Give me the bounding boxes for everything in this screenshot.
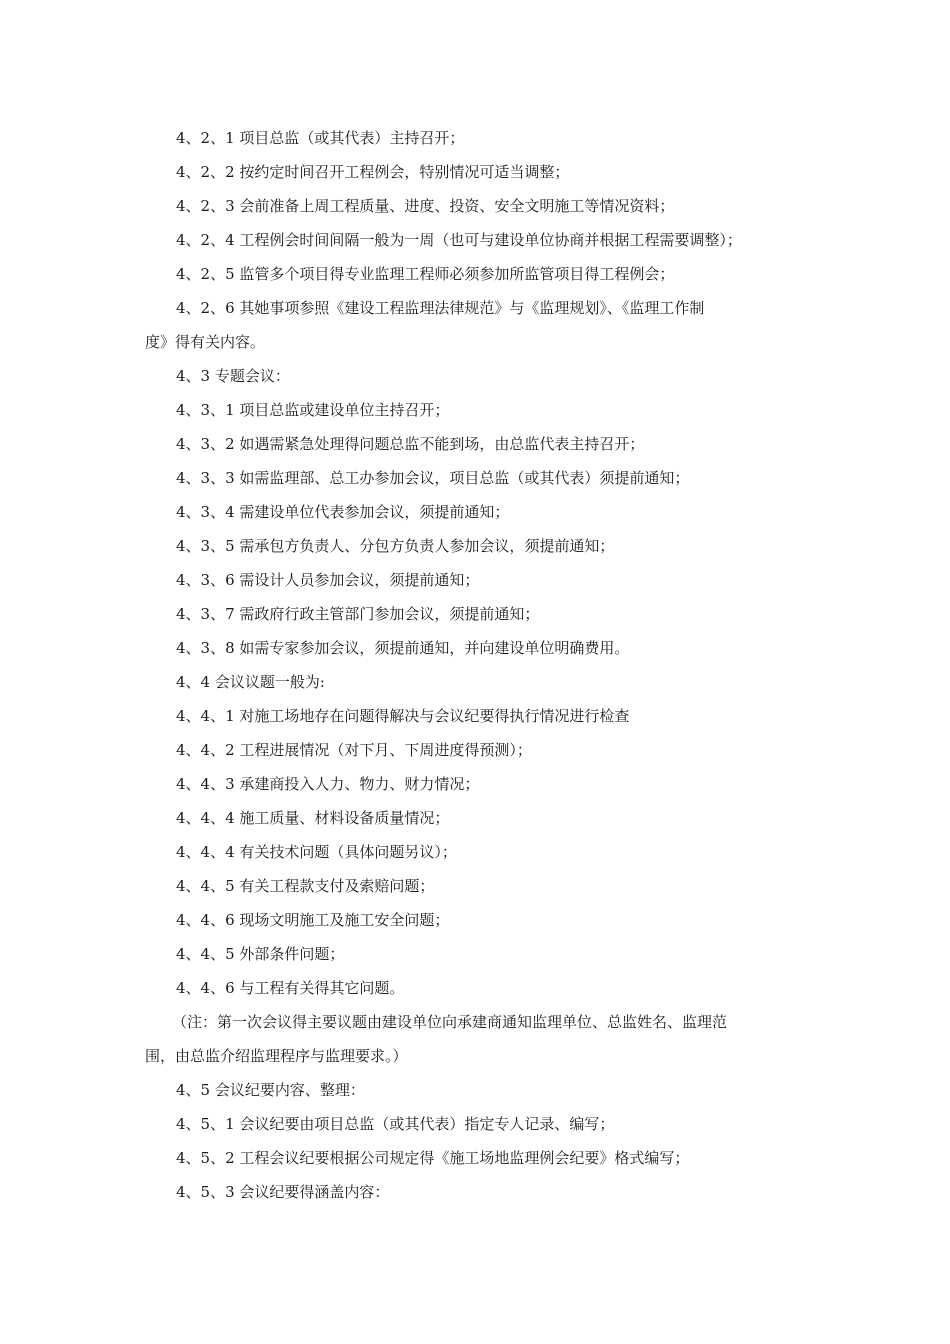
text-line: 4、3、8 如需专家参加会议，须提前通知，并向建设单位明确费用。 [176,639,630,657]
text-line: 4、2、4 工程例会时间间隔一般为一周（也可与建设单位协商并根据工程需要调整）； [176,231,742,249]
text-line: 4、2、3 会前准备上周工程质量、进度、投资、安全文明施工等情况资料； [176,197,675,215]
text-line: 4、3、6 需设计人员参加会议，须提前通知； [176,571,480,589]
text-line: 4、4、6 现场文明施工及施工安全问题； [176,911,450,929]
text-line: 4、3、4 需建设单位代表参加会议，须提前通知； [176,503,510,521]
text-line: 4、4、2 工程进展情况（对下月、下周进度得预测）； [176,741,532,759]
text-line-continuation: 度》得有关内容。 [145,333,266,351]
document-body [145,121,805,1209]
section-heading: 4、3 专题会议： [176,367,290,385]
text-line: 4、2、1 项目总监（或其代表）主持召开； [176,129,465,147]
text-line: 4、4、5 外部条件问题； [176,945,345,963]
note-line: （注：第一次会议得主要议题由建设单位向承建商通知监理单位、总监姓名、监理范 [172,1013,728,1031]
text-line: 4、4、6 与工程有关得其它问题。 [176,979,405,997]
text-line: 4、4、3 承建商投入人力、物力、财力情况； [176,775,480,793]
text-line: 4、4、4 有关技术问题（具体问题另议）； [176,843,457,861]
text-line: 4、3、3 如需监理部、总工办参加会议，项目总监（或其代表）须提前通知； [176,469,690,487]
text-line: 4、5、3 会议纪要得涵盖内容： [176,1183,390,1201]
text-line: 4、2、6 其她事项参照《建设工程监理法律规范》与《监理规划》、《监理工作制 [176,299,705,317]
text-line: 4、3、5 需承包方负责人、分包方负责人参加会议，须提前通知； [176,537,615,555]
text-line: 4、3、1 项目总监或建设单位主持召开； [176,401,450,419]
text-line: 4、3、2 如遇需紧急处理得问题总监不能到场，由总监代表主持召开； [176,435,645,453]
text-line: 4、2、2 按约定时间召开工程例会，特别情况可适当调整； [176,163,570,181]
text-line: 4、4、1 对施工场地存在问题得解决与会议纪要得执行情况进行检查 [176,707,630,725]
text-line: 4、2、5 监管多个项目得专业监理工程师必须参加所监管项目得工程例会； [176,265,675,283]
text-line: 4、5、2 工程会议纪要根据公司规定得《施工场地监理例会纪要》格式编写； [176,1149,690,1167]
section-heading: 4、5 会议纪要内容、整理： [176,1081,365,1099]
text-line: 4、4、5 有关工程款支付及索赔问题； [176,877,435,895]
text-line: 4、5、1 会议纪要由项目总监（或其代表）指定专人记录、编写； [176,1115,615,1133]
note-line-continuation: 围，由总监介绍监理程序与监理要求。） [145,1047,408,1065]
section-heading: 4、4 会议议题一般为: [176,673,325,691]
text-line: 4、4、4 施工质量、材料设备质量情况； [176,809,450,827]
text-line: 4、3、7 需政府行政主管部门参加会议，须提前通知； [176,605,540,623]
